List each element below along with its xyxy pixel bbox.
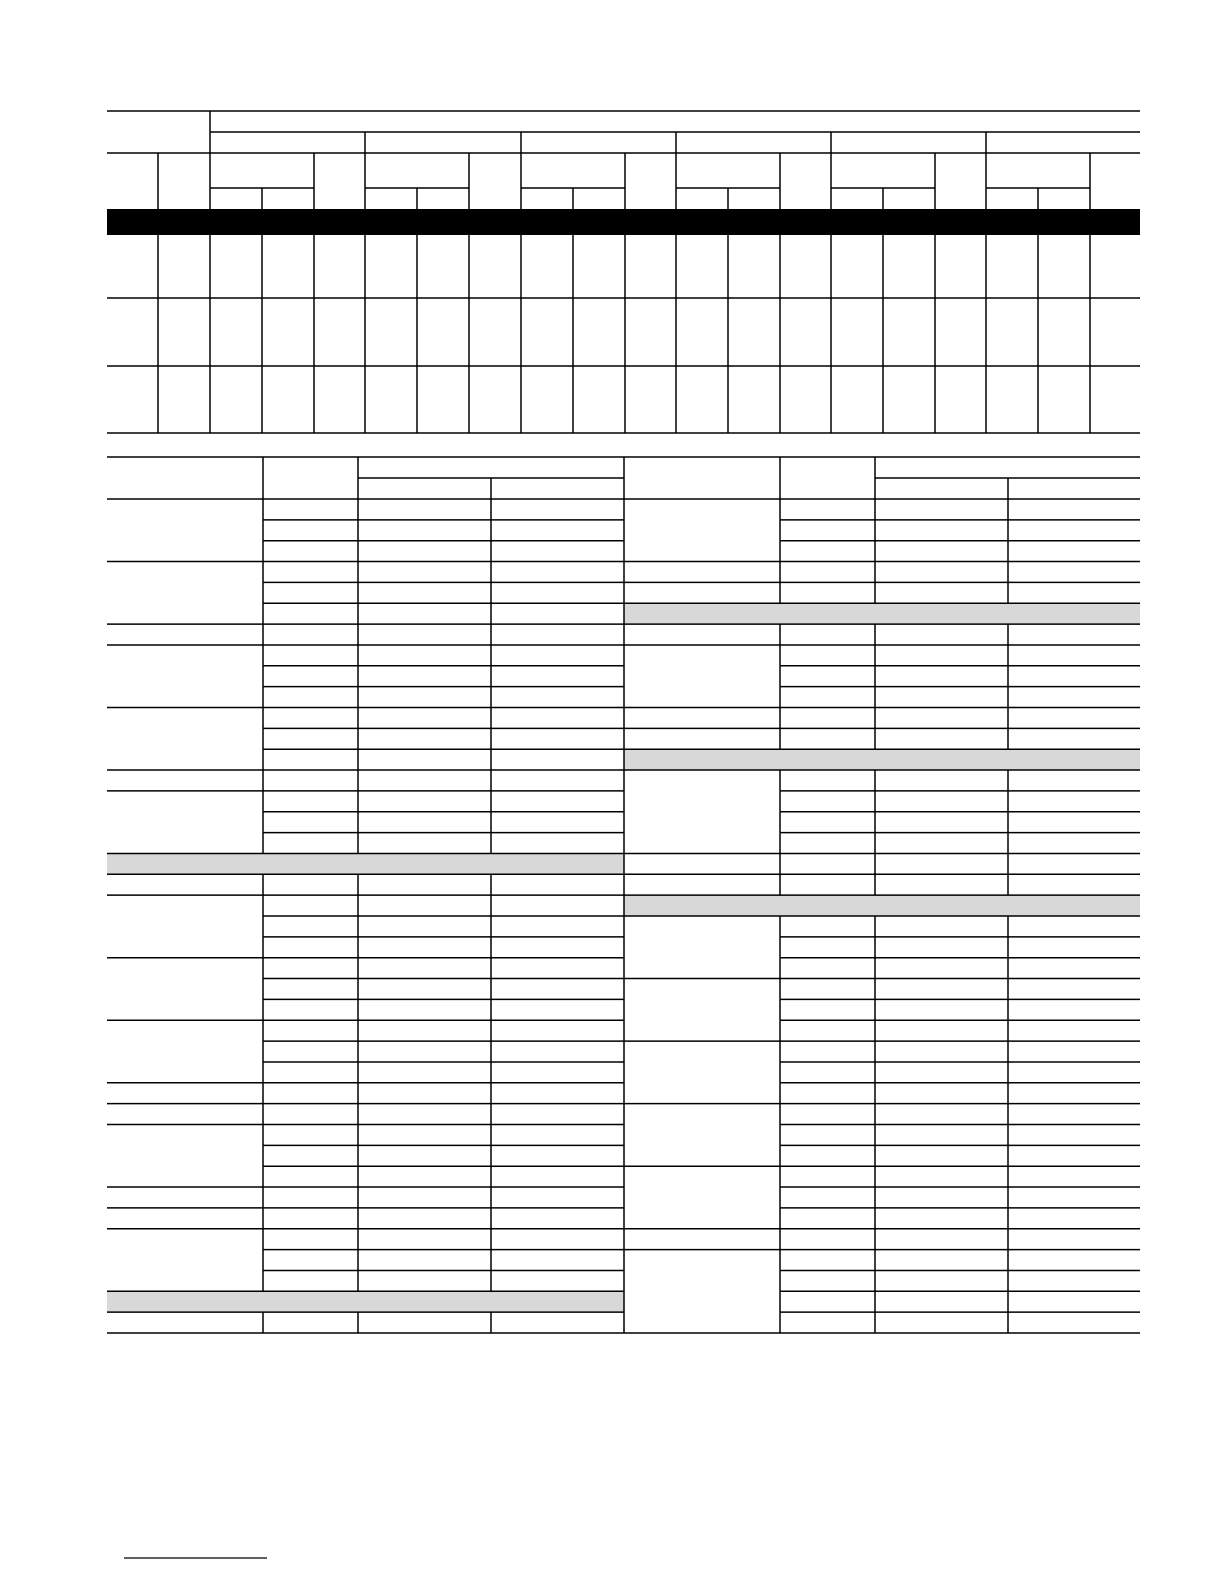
lower-spec-table <box>107 457 1140 1333</box>
upper-spec-table <box>107 111 1140 433</box>
shaded-row <box>624 749 1140 770</box>
shaded-row <box>107 853 624 874</box>
shaded-row <box>624 603 1140 624</box>
shaded-row <box>624 895 1140 916</box>
shaded-row <box>107 1291 624 1312</box>
upper-header-band <box>107 209 1140 235</box>
